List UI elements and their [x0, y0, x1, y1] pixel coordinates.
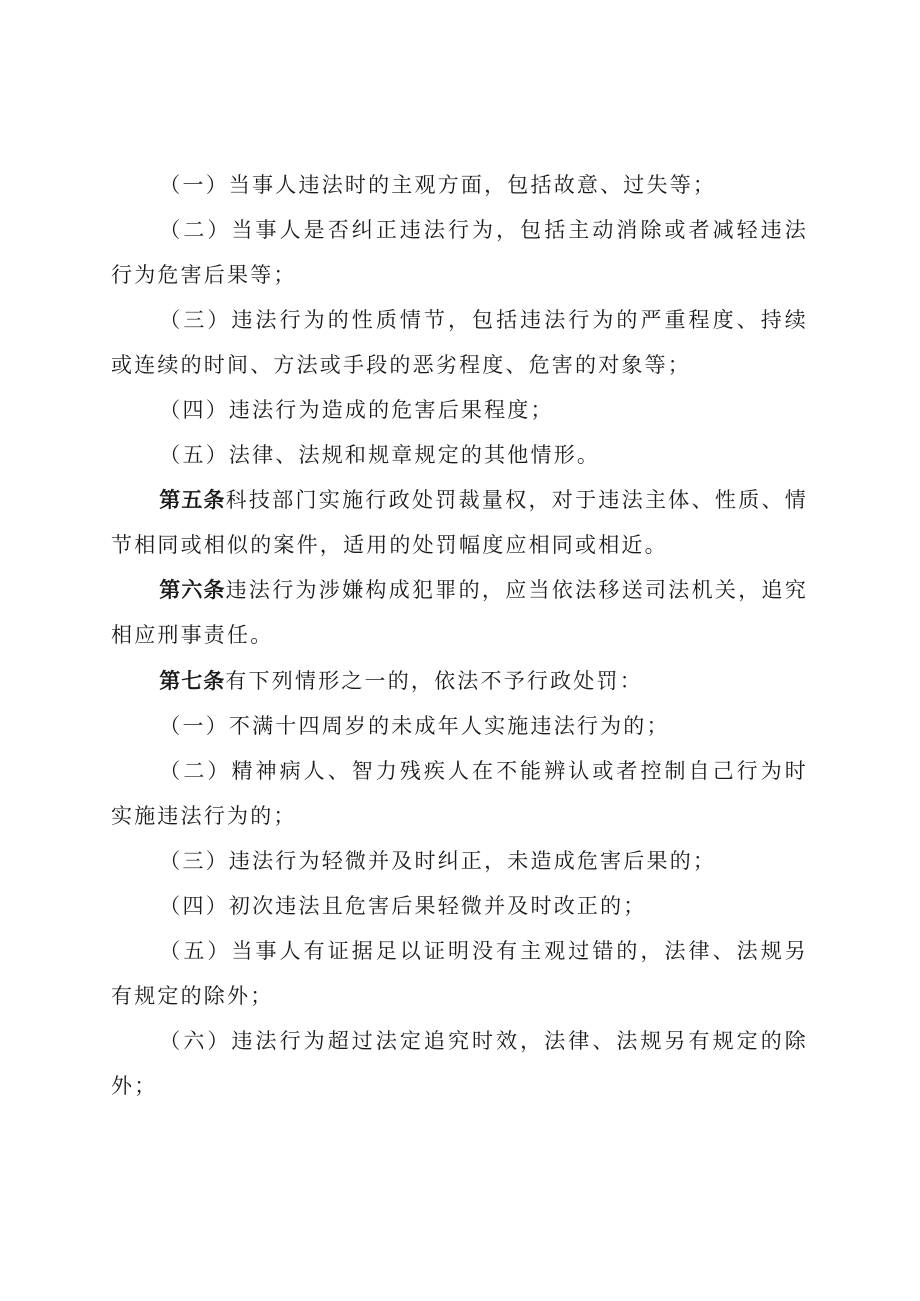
paragraph-text: （六）违法行为超过法定追究时效，法律、法规另有规定的除外；: [111, 1028, 808, 1098]
article-heading: 第七条: [159, 668, 226, 693]
article-text: 有下列情形之一的，依法不予行政处罚：: [225, 668, 643, 693]
paragraph-text: （四）违法行为造成的危害后果程度；: [159, 398, 554, 423]
item-1-subjective-aspect: [111, 163, 808, 208]
article-heading: 第五条: [159, 488, 226, 513]
paragraph-text: （五）当事人有证据足以证明没有主观过错的，法律、法规另有规定的除外；: [111, 938, 808, 1008]
paragraph-text: （一）当事人违法时的主观方面，包括故意、过失等；: [159, 173, 717, 197]
article-7-item-3: [111, 839, 808, 884]
paragraph-text: （二）精神病人、智力残疾人在不能辨认或者控制自己行为时实施违法行为的；: [111, 758, 808, 828]
article-5: [111, 478, 808, 568]
article-7-item-6: [111, 1019, 808, 1109]
paragraph-text: （四）初次违法且危害后果轻微并及时改正的；: [159, 893, 647, 918]
article-7-item-1: [111, 704, 808, 749]
item-4-harm-degree: [111, 388, 808, 433]
item-5-other-circumstances: [111, 433, 808, 478]
item-3-nature-circumstances: [111, 298, 808, 388]
item-2-correction: [111, 208, 808, 298]
paragraph-text: （三）违法行为轻微并及时纠正，未造成危害后果的；: [159, 848, 717, 873]
article-7-item-2: [111, 749, 808, 839]
paragraph-text: （三）违法行为的性质情节，包括违法行为的严重程度、持续或连续的时间、方法或手段的恶劣程度、危害的对象等；: [111, 308, 808, 378]
paragraph-text: （五）法律、法规和规章规定的其他情形。: [159, 443, 601, 468]
article-7-item-5: [111, 929, 808, 1019]
article-text: 违法行为涉嫌构成犯罪的，应当依法移送司法机关，追究相应刑事责任。: [111, 578, 809, 648]
paragraph-text: （二）当事人是否纠正违法行为，包括主动消除或者减轻违法行为危害后果等；: [111, 218, 808, 288]
paragraph-text: （一）不满十四周岁的未成年人实施违法行为的；: [159, 713, 670, 738]
article-text: 科技部门实施行政处罚裁量权，对于违法主体、性质、情节相同或相似的案件，适用的处罚幅度应相同或相近。: [111, 488, 809, 558]
article-heading: 第六条: [159, 578, 226, 603]
document-page: [111, 163, 808, 1109]
article-7: [111, 659, 808, 704]
article-7-item-4: [111, 884, 808, 929]
article-6: [111, 568, 808, 658]
